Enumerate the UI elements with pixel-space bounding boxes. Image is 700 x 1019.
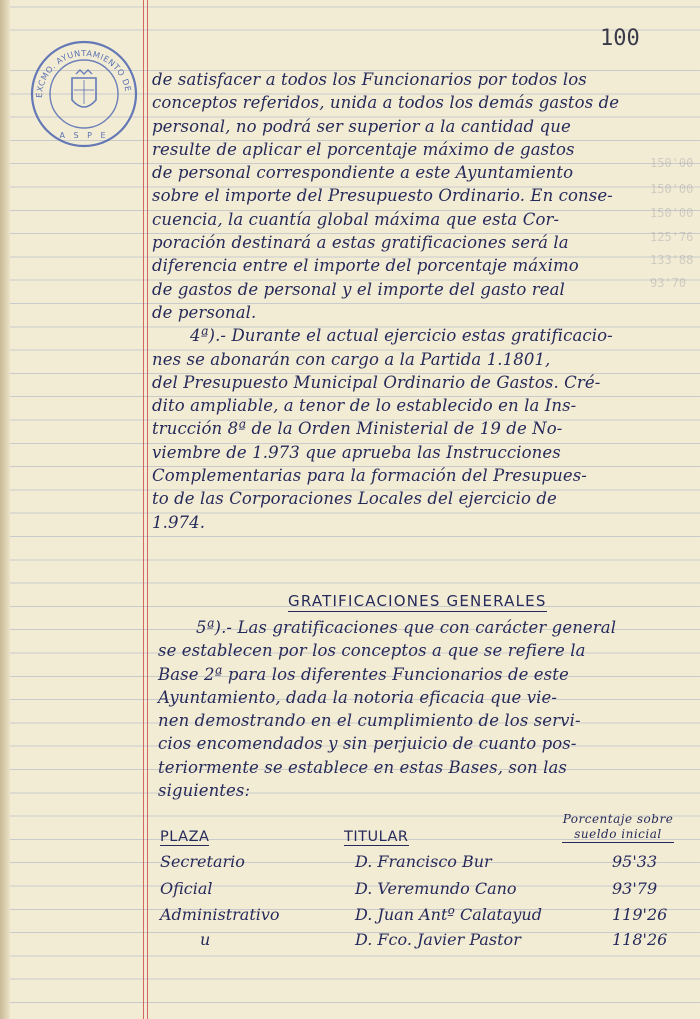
- text-line: poración destinará a estas gratificaciones será la: [152, 233, 569, 253]
- cell-titular: D. Juan Antº Calatayud: [355, 905, 542, 924]
- text-line: viembre de 1.973 que aprueba las Instrucciones: [152, 442, 561, 462]
- text-line: Ayuntamiento, dada la notoria eficacia que vie-: [158, 687, 558, 707]
- cell-plaza: Secretario: [160, 852, 245, 871]
- cell-plaza: Oficial: [160, 879, 213, 898]
- margin-rule: [143, 0, 144, 1019]
- text-line: dito ampliable, a tenor de lo establecido en la Ins-: [152, 396, 577, 416]
- text-line: se establecen por los conceptos a que se refiere la: [158, 641, 586, 661]
- column-header-plaza: PLAZA: [160, 829, 210, 845]
- text-line: del Presupuesto Municipal Ordinario de Gastos. Cré-: [152, 372, 601, 392]
- text-line: siguientes:: [158, 781, 251, 801]
- text-line: 4ª).- Durante el actual ejercicio estas gratificacio-: [190, 326, 613, 346]
- text-line: resulte de aplicar el porcentaje máximo de gastos: [152, 139, 575, 159]
- bleed-through-mark: 93'70: [650, 276, 687, 290]
- cell-titular: D. Francisco Bur: [355, 852, 492, 871]
- bleed-through-mark: 150'00: [650, 156, 694, 170]
- cell-titular: D. Fco. Javier Pastor: [355, 930, 521, 949]
- text-line: nes se abonarán con cargo a la Partida 1.1801,: [152, 349, 551, 369]
- text-line: de satisfacer a todos los Funcionarios por todos los: [152, 70, 587, 89]
- svg-text:A S P E: A S P E: [59, 131, 109, 140]
- margin-rule: [147, 0, 148, 1019]
- cell-porcentaje: 95'33: [612, 852, 658, 871]
- cell-porcentaje: 118'26: [612, 930, 668, 949]
- text-line: diferencia entre el importe del porcentaje máximo: [152, 256, 579, 276]
- bleed-through-mark: 150'00: [650, 182, 694, 196]
- bleed-through-mark: 150'00: [650, 206, 694, 220]
- text-line: trucción 8ª de la Orden Ministerial de 19 de No-: [152, 419, 563, 439]
- text-line: sobre el importe del Presupuesto Ordinario. En conse-: [152, 186, 613, 206]
- bleed-through-mark: 133'88: [650, 253, 694, 267]
- cell-porcentaje: 93'79: [612, 879, 658, 898]
- text-line: teriormente se establece en estas Bases, son las: [158, 757, 567, 777]
- column-header-titular: TITULAR: [344, 829, 409, 845]
- body-text-section-2: [158, 616, 678, 802]
- text-line: cios encomendados y sin perjuicio de cuanto pos-: [158, 734, 577, 754]
- page-number: 100: [600, 26, 640, 51]
- text-line: to de las Corporaciones Locales del ejercicio de: [152, 489, 557, 509]
- text-line: conceptos referidos, unida a todos los demás gastos de: [152, 93, 620, 113]
- text-line: de personal.: [152, 302, 257, 322]
- text-line: nen demostrando en el cumplimiento de los servi-: [158, 711, 581, 731]
- text-line: de gastos de personal y el importe del gasto real: [152, 279, 565, 299]
- body-text: [152, 68, 672, 534]
- page-binding-edge: [0, 0, 10, 1019]
- seal-graphic: [28, 38, 140, 150]
- cell-plaza: u: [200, 930, 211, 949]
- cell-plaza: Administrativo: [160, 905, 280, 924]
- cell-titular: D. Veremundo Cano: [355, 879, 517, 898]
- column-header-porcentaje: [562, 812, 674, 843]
- text-line: 1.974.: [152, 512, 206, 532]
- bleed-through-mark: 125'76: [650, 230, 694, 244]
- text-line: de personal correspondiente a este Ayuntamiento: [152, 163, 574, 183]
- text-line: Base 2ª para los diferentes Funcionarios de este: [158, 664, 569, 684]
- text-line: 5ª).- Las gratificaciones que con carácter general: [196, 618, 617, 637]
- svg-text:EXCMO. AYUNTAMIENTO DE: EXCMO. AYUNTAMIENTO DE: [33, 47, 134, 99]
- section-heading: GRATIFICACIONES GENERALES: [288, 592, 547, 610]
- column-header-porcentaje-text: Porcentaje sobre sueldo inicial: [562, 812, 674, 841]
- text-line: personal, no podrá ser superior a la cantidad que: [152, 116, 571, 136]
- cell-porcentaje: 119'26: [612, 905, 668, 924]
- municipal-seal-stamp: [28, 38, 140, 150]
- text-line: cuencia, la cuantía global máxima que esta Cor-: [152, 209, 560, 229]
- text-line: Complementarias para la formación del Presupues-: [152, 466, 587, 486]
